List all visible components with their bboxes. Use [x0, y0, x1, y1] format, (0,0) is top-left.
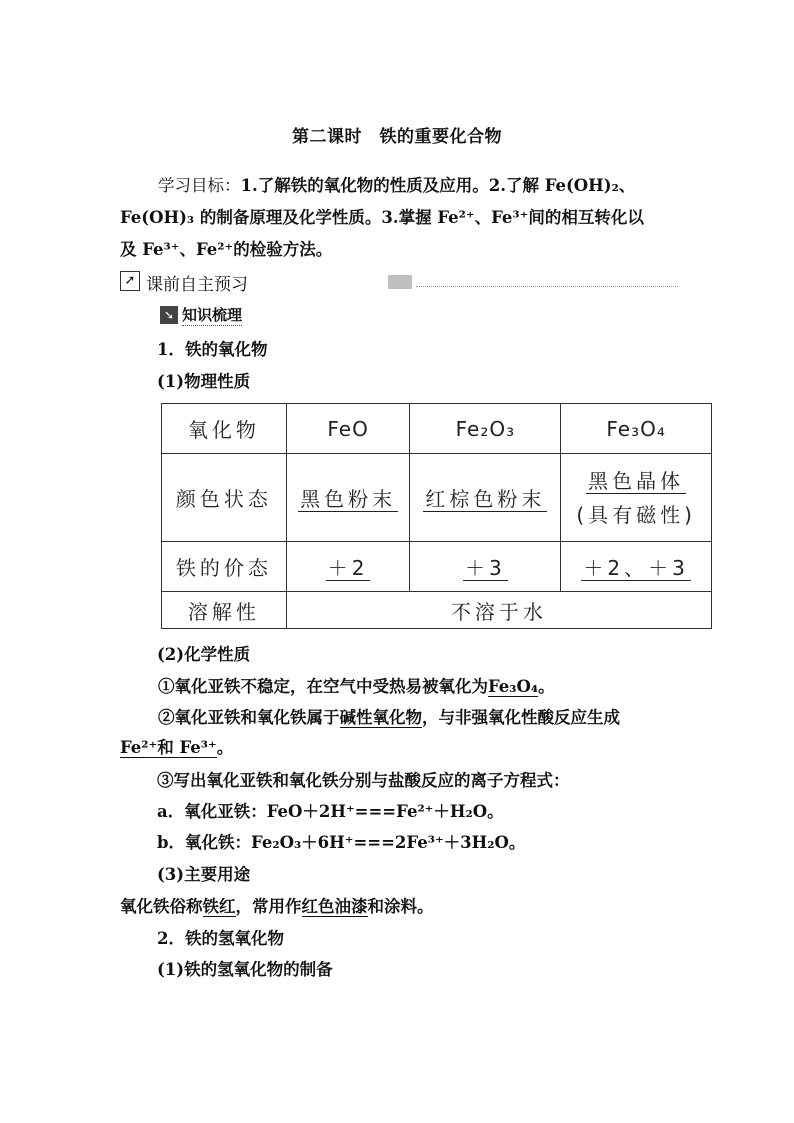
text: ，与非强氧化性酸反应生成 [422, 708, 620, 727]
equation-b: b．氧化铁：Fe₂O₃＋6H⁺===2Fe³⁺＋3H₂O。 [157, 833, 526, 852]
table-cell: 不溶于水 [286, 592, 711, 629]
answer-text: 黑色晶体 [588, 468, 685, 493]
arrow-square-icon: ➘ [160, 306, 178, 324]
answer-text: 碱性氧化物 [339, 708, 422, 727]
equation-a: a．氧化亚铁：FeO＋2H⁺===Fe²⁺＋H₂O。 [157, 802, 504, 821]
section-banner [120, 270, 680, 295]
table-header-cell: Fe₂O₃ [410, 404, 561, 454]
text: 。 [538, 677, 555, 696]
row-label: 颜色状态 [162, 454, 287, 542]
heading-hydroxides: 2．铁的氢氧化物 [157, 929, 284, 948]
objectives-line-1: 1.了解铁的氧化物的性质及应用。2.了解 Fe(OH)₂、 [240, 176, 636, 195]
text: 氧化铁俗称 [120, 897, 203, 916]
objectives-line-2: Fe(OH)₃ 的制备原理及化学性质。3.掌握 Fe²⁺、Fe³⁺间的相互转化以 [120, 208, 644, 227]
text: 和涂料。 [367, 897, 434, 916]
table-cell [286, 542, 410, 592]
banner-dotted-rule [416, 286, 678, 287]
section-banner-title: 课前自主预习 [146, 275, 248, 295]
table-cell [561, 542, 712, 592]
table-row [162, 454, 712, 542]
answer-text: ＋2、＋3 [583, 556, 689, 580]
heading-hydroxide-preparation: (1)铁的氢氧化物的制备 [157, 960, 333, 979]
objectives-line-3: 及 Fe³⁺、Fe²⁺的检验方法。 [120, 240, 333, 259]
answer-text: Fe₃O₄ [488, 677, 539, 696]
subsection-title: 知识梳理 [182, 306, 243, 324]
banner-gray-block [388, 275, 412, 289]
table-row [162, 404, 712, 454]
page-title: 第二课时 铁的重要化合物 [292, 127, 502, 147]
heading-physical-properties: (1)物理性质 [157, 372, 251, 391]
table-row [162, 592, 712, 629]
table-cell [286, 454, 410, 542]
heading-chemical-properties: (2)化学性质 [157, 645, 251, 664]
text: ②氧化亚铁和氧化铁属于 [158, 708, 340, 727]
heading-oxides: 1．铁的氧化物 [157, 340, 268, 359]
table-cell [410, 454, 561, 542]
answer-text: ＋3 [464, 556, 506, 580]
chem-paragraph-2 [120, 703, 680, 763]
cell-note: (具有磁性) [576, 502, 696, 527]
oxide-properties-table [161, 403, 712, 629]
answer-text: 红色油漆 [301, 897, 368, 916]
arrow-box-icon: ➚ [120, 271, 140, 291]
text: ，常用作 [235, 897, 302, 916]
answer-text: ＋2 [327, 556, 369, 580]
answer-text: 铁红 [202, 897, 236, 916]
text: ①氧化亚铁不稳定，在空气中受热易被氧化为 [158, 677, 488, 696]
answer-text: 黑色粉末 [300, 487, 397, 511]
table-header-cell: Fe₃O₄ [561, 404, 712, 454]
answer-text: Fe²⁺和 Fe³⁺ [120, 738, 217, 757]
table-cell [561, 454, 712, 542]
chem-paragraph-1 [120, 672, 680, 702]
heading-uses: (3)主要用途 [157, 865, 251, 884]
table-header-cell: 氧化物 [162, 404, 287, 454]
table-cell [410, 542, 561, 592]
table-row [162, 542, 712, 592]
chem-paragraph-3: ③写出氧化亚铁和氧化铁分别与盐酸反应的离子方程式： [157, 771, 570, 790]
row-label: 溶解性 [162, 592, 287, 629]
subsection-heading [160, 304, 242, 326]
row-label: 铁的价态 [162, 542, 287, 592]
answer-text: 红棕色粉末 [425, 487, 546, 511]
learning-objectives [120, 170, 678, 266]
objectives-label: 学习目标： [158, 176, 241, 195]
text: 。 [216, 738, 234, 757]
table-header-cell: FeO [286, 404, 410, 454]
uses-paragraph [120, 895, 434, 919]
